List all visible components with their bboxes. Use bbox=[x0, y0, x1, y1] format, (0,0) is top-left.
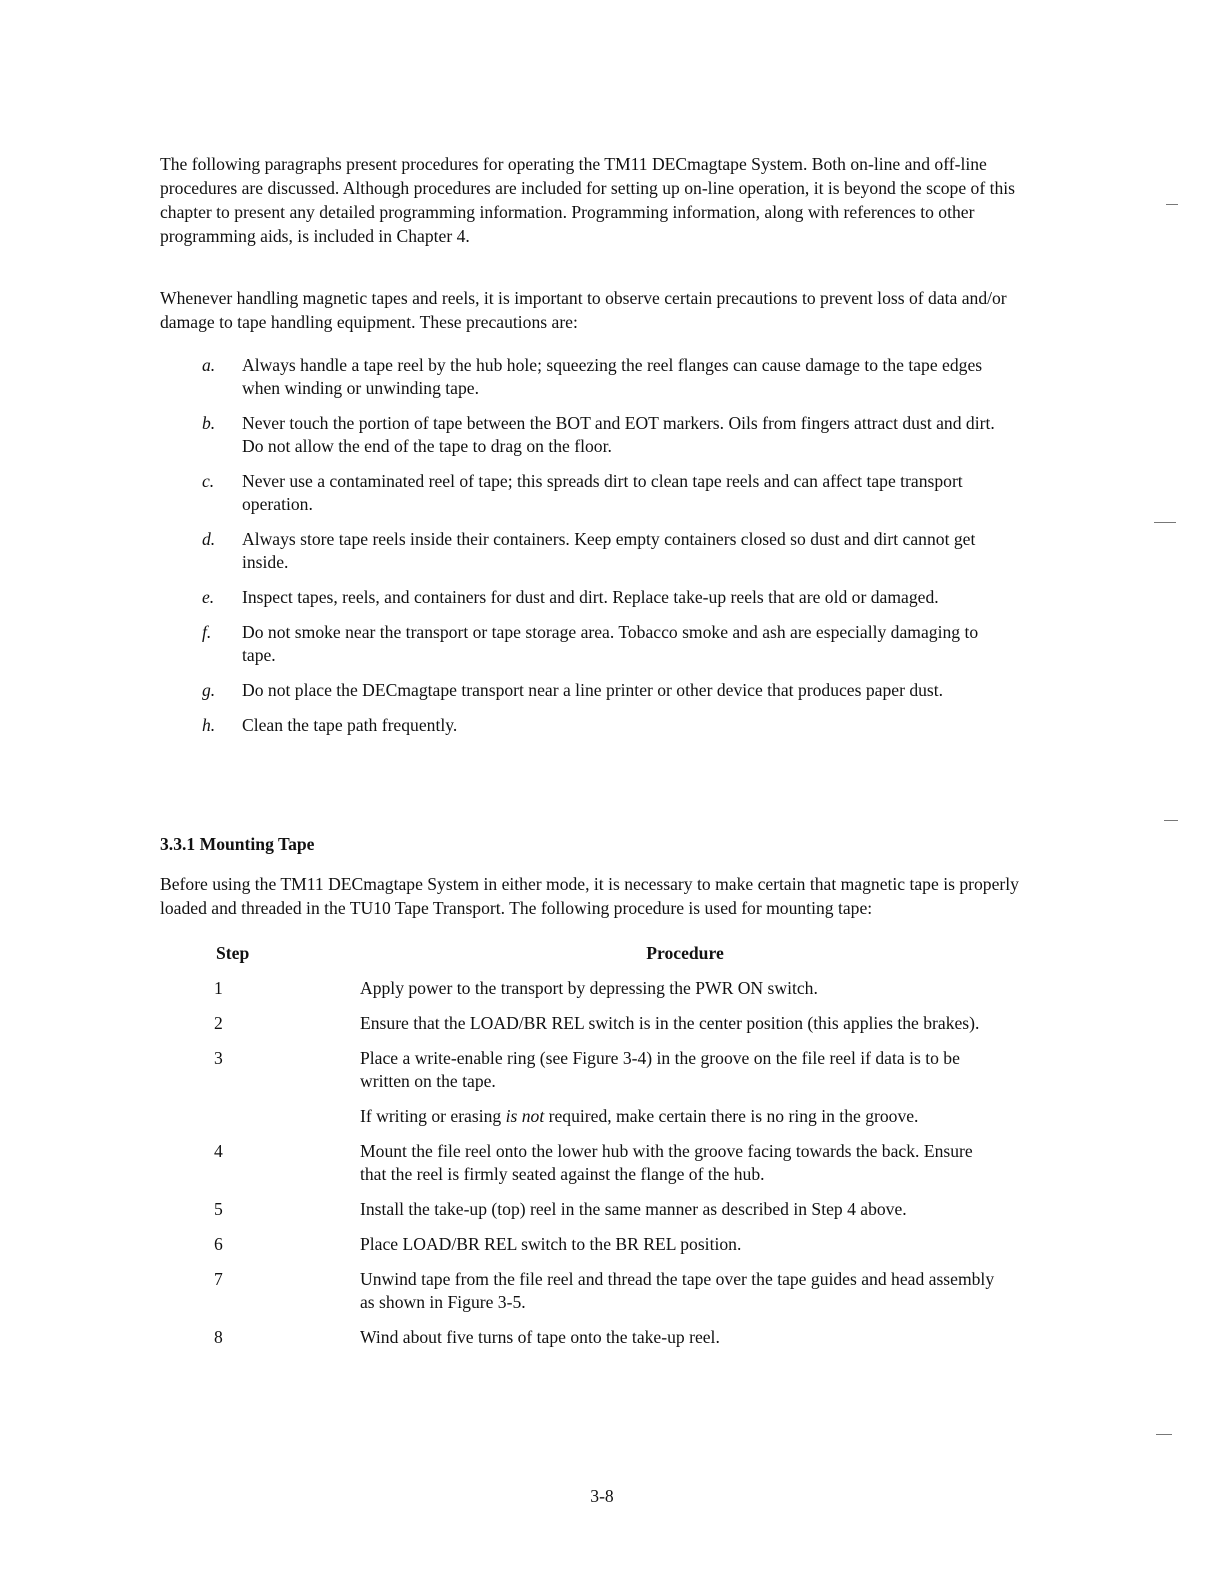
steps-table bbox=[180, 942, 1040, 1361]
step-procedure: Mount the file reel onto the lower hub with the groove facing towards the back. Ensure that the reel is firmly seated against the flange of the hub. bbox=[360, 1141, 973, 1184]
list-item bbox=[160, 470, 1040, 516]
list-item-letter: h. bbox=[202, 715, 216, 735]
list-item bbox=[160, 714, 1040, 737]
list-item-letter: f. bbox=[202, 622, 212, 642]
list-item-text: Never touch the portion of tape between the BOT and EOT markers. Oils from fingers attract dust and dirt. Do not allow the end of the tape to drag on the floor. bbox=[242, 413, 995, 456]
step-procedure: Unwind tape from the file reel and thread the tape over the tape guides and head assembly as shown in Figure 3-5. bbox=[360, 1269, 995, 1312]
step-number: 4 bbox=[214, 1141, 223, 1161]
scan-mark bbox=[1154, 522, 1176, 523]
table-row bbox=[180, 1105, 1040, 1128]
list-item-text: Do not place the DECmagtape transport near a line printer or other device that produces paper dust. bbox=[242, 680, 944, 700]
list-item-letter: d. bbox=[202, 529, 216, 549]
header-procedure: Procedure bbox=[646, 943, 724, 963]
step-procedure-note bbox=[360, 1105, 1000, 1128]
list-item-text: Always store tape reels inside their containers. Keep empty containers closed so dust and dirt cannot get inside. bbox=[242, 529, 976, 572]
table-row bbox=[180, 1012, 1040, 1035]
list-item-text: Do not smoke near the transport or tape storage area. Tobacco smoke and ash are especially damaging to tape. bbox=[242, 622, 979, 665]
list-item bbox=[160, 679, 1040, 702]
step-number: 6 bbox=[214, 1234, 223, 1254]
step-number: 5 bbox=[214, 1199, 223, 1219]
step-number: 2 bbox=[214, 1013, 223, 1033]
list-item bbox=[160, 586, 1040, 609]
step-number: 1 bbox=[214, 978, 223, 998]
list-item bbox=[160, 412, 1040, 458]
list-item-letter: c. bbox=[202, 471, 215, 491]
precautions-intro-paragraph: Whenever handling magnetic tapes and reels, it is important to observe certain precautions to prevent loss of data and/or damage to tape handling equipment. These precautions are: bbox=[160, 288, 1007, 332]
list-item bbox=[160, 354, 1040, 400]
step-number: 8 bbox=[214, 1327, 223, 1347]
page-number: 3-8 bbox=[590, 1486, 614, 1506]
list-item-letter: e. bbox=[202, 587, 215, 607]
list-item-letter: g. bbox=[202, 680, 216, 700]
table-row bbox=[180, 1268, 1040, 1314]
scan-mark bbox=[1164, 820, 1178, 821]
table-row bbox=[180, 977, 1040, 1000]
scan-mark bbox=[1156, 1434, 1172, 1435]
mounting-intro-paragraph: Before using the TM11 DECmagtape System in either mode, it is necessary to make certain that magnetic tape is properly loaded and threaded in the TU10 Tape Transport. The following procedure is used for mounting tape: bbox=[160, 874, 1019, 918]
list-item-text: Clean the tape path frequently. bbox=[242, 715, 458, 735]
table-row bbox=[180, 1047, 1040, 1093]
step-number: 3 bbox=[214, 1048, 223, 1068]
table-row bbox=[180, 1140, 1040, 1186]
step-number: 7 bbox=[214, 1269, 223, 1289]
table-row bbox=[180, 1233, 1040, 1256]
scan-mark bbox=[1166, 204, 1178, 205]
step-number bbox=[180, 1105, 360, 1128]
list-item-text: Never use a contaminated reel of tape; this spreads dirt to clean tape reels and can affect tape transport operation. bbox=[242, 471, 963, 514]
step-procedure: Apply power to the transport by depressing the PWR ON switch. bbox=[360, 978, 818, 998]
note-text-start: If writing or erasing bbox=[360, 1106, 506, 1126]
list-item bbox=[160, 621, 1040, 667]
table-header-row bbox=[180, 942, 1040, 965]
list-item-text: Always handle a tape reel by the hub hole; squeezing the reel flanges can cause damage to the tape edges when winding or unwinding tape. bbox=[242, 355, 983, 398]
precautions-list bbox=[160, 354, 1040, 749]
table-row bbox=[180, 1198, 1040, 1221]
step-procedure: Ensure that the LOAD/BR REL switch is in the center position (this applies the brakes). bbox=[360, 1013, 980, 1033]
list-item-letter: a. bbox=[202, 355, 216, 375]
note-emphasis: is not bbox=[505, 1106, 545, 1126]
list-item bbox=[160, 528, 1040, 574]
table-row bbox=[180, 1326, 1040, 1349]
list-item-letter: b. bbox=[202, 413, 216, 433]
list-item-text: Inspect tapes, reels, and containers for dust and dirt. Replace take-up reels that are old or damaged. bbox=[242, 587, 939, 607]
intro-paragraph: The following paragraphs present procedures for operating the TM11 DECmagtape System. Both on-line and off-line procedures are discussed. Although procedures are included for setting up on-line operation, it is beyond the scope of this chapter to present any detailed programming information. Programming information, along with references to other programming aids, is included in Chapter 4. bbox=[160, 154, 1016, 246]
step-procedure: Place a write-enable ring (see Figure 3-4) in the groove on the file reel if data is to be written on the tape. bbox=[360, 1048, 960, 1091]
section-heading: 3.3.1 Mounting Tape bbox=[160, 834, 315, 854]
header-step: Step bbox=[216, 943, 250, 963]
step-procedure: Wind about five turns of tape onto the take-up reel. bbox=[360, 1327, 720, 1347]
step-procedure: Install the take-up (top) reel in the same manner as described in Step 4 above. bbox=[360, 1199, 907, 1219]
step-procedure: Place LOAD/BR REL switch to the BR REL position. bbox=[360, 1234, 742, 1254]
note-text-end: required, make certain there is no ring in the groove. bbox=[544, 1106, 919, 1126]
